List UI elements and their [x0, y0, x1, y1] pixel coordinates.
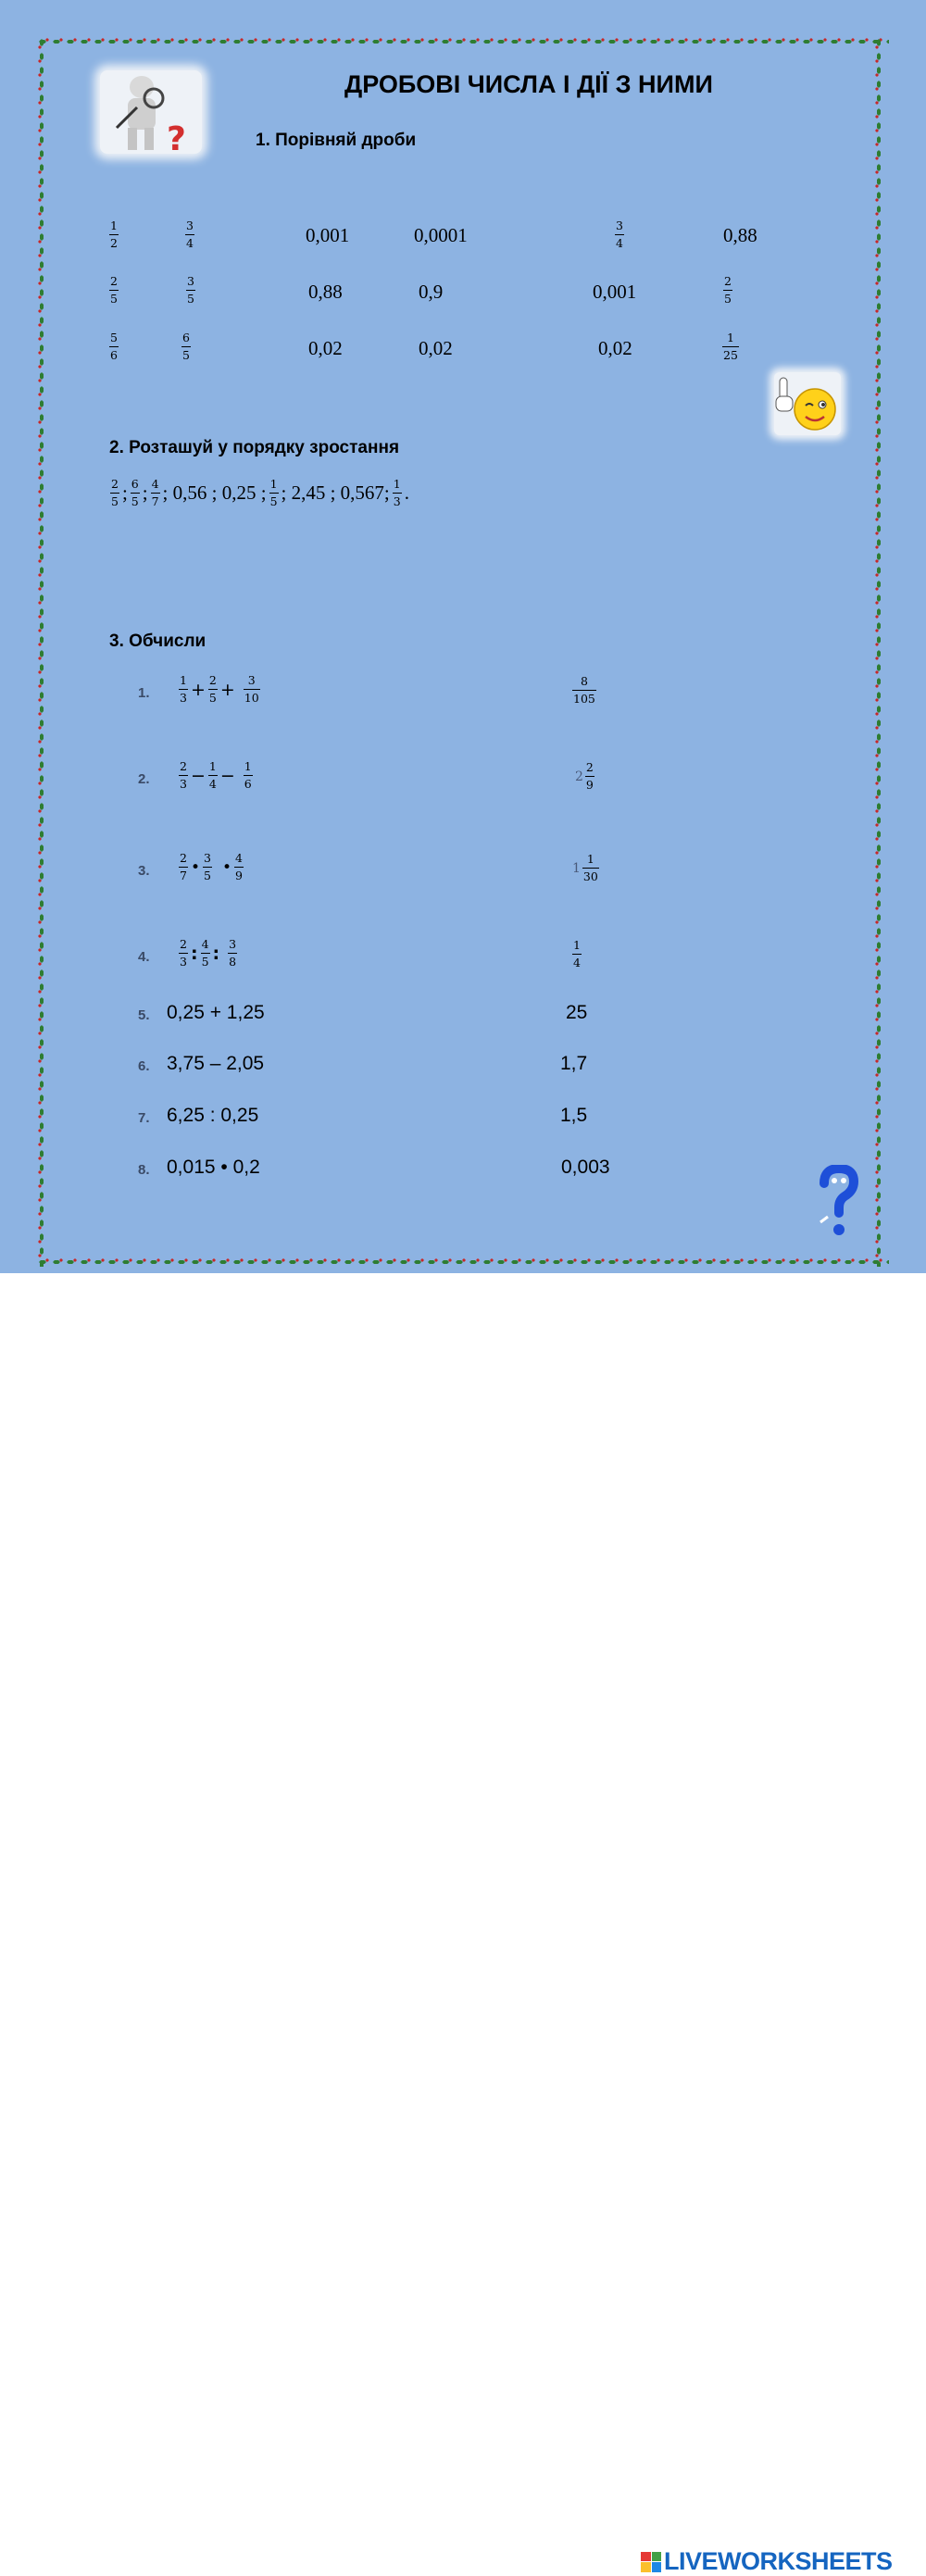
ascending-order-sequence: [109, 478, 411, 508]
compare-fraction: $\frac{6}{5}$: [182, 331, 190, 362]
section3-heading: 3. Обчисли: [109, 631, 206, 651]
page-title: ДРОБОВІ ЧИСЛА І ДІЇ З НИМИ: [344, 70, 713, 98]
liveworksheets-logo[interactable]: [641, 2547, 893, 2576]
exercise-expression: $\frac{1}{3}$ + $\frac{2}{5}$ + $\frac{3}{10}$: [180, 673, 259, 705]
worksheet-page: [0, 0, 926, 1273]
exercise-number: 8.: [138, 1162, 150, 1178]
logo-text: LIVEWORKSHEETS: [664, 2547, 893, 2575]
svg-text:?: ?: [167, 120, 186, 154]
operator: −: [219, 765, 235, 786]
exercise-number: 7.: [138, 1110, 150, 1126]
footer-bar: [0, 1273, 926, 2575]
compare-decimal: 0,9: [419, 281, 444, 303]
compare-fraction: $\frac{2}{5}$: [724, 274, 732, 306]
winking-smiley-pointing-icon: [774, 372, 841, 435]
seq-fraction: $\frac{2}{5}$: [111, 477, 119, 508]
exercise-expression: 3,75 – 2,05: [167, 1053, 265, 1074]
operator: +: [190, 679, 206, 700]
seq-text: ;: [142, 481, 148, 504]
compare-decimal: 0,88: [723, 224, 757, 246]
compare-decimal: 0,88: [308, 281, 343, 303]
answer-fraction: $\frac{1}{4}$: [573, 938, 581, 969]
exercise-expression: $\frac{2}{3}$ − $\frac{1}{4}$ − $\frac{1}{6}$: [180, 759, 252, 791]
operator: +: [219, 679, 235, 700]
seq-text: ; 2,45 ; 0,567;: [281, 481, 390, 504]
compare-fraction: $\frac{2}{5}$: [110, 274, 118, 306]
logo-square-icon: [641, 2552, 661, 2572]
answer-value: 1,5: [560, 1105, 588, 1126]
exercise-number: 5.: [138, 1007, 150, 1023]
exercise-expression: 6,25 : 0,25: [167, 1105, 259, 1126]
compare-fraction: $\frac{1}{2}$: [110, 219, 118, 250]
blue-question-mark-character-icon: [815, 1165, 859, 1237]
exercise-number: 1.: [138, 685, 150, 701]
seq-text: ; 0,56 ; 0,25 ;: [162, 481, 267, 504]
operator: •: [221, 857, 232, 877]
operator: :: [212, 943, 220, 964]
exercise-expression: 0,015 • 0,2: [167, 1157, 260, 1178]
compare-fraction: $\frac{3}{5}$: [187, 274, 194, 306]
answer-fraction: $\frac{8}{105}$: [573, 674, 595, 706]
thinking-figure-question-icon: [100, 70, 202, 154]
compare-decimal: 0,02: [419, 337, 453, 359]
compare-decimal: 0,02: [598, 337, 632, 359]
seq-fraction: $\frac{1}{3}$: [393, 477, 401, 508]
operator: −: [190, 765, 206, 786]
answer-value: 25: [566, 1002, 588, 1023]
exercise-expression: $\frac{2}{3}$ : $\frac{4}{5}$ : $\frac{3}{8}$: [180, 937, 237, 969]
exercise-number: 2.: [138, 771, 150, 787]
answer-mixed-number: 2 $\frac{2}{9}$: [575, 760, 594, 792]
exercise-expression: $\frac{2}{7}$ • $\frac{3}{5}$ • $\frac{4}{9}$: [180, 851, 243, 882]
exercise-number: 3.: [138, 863, 150, 879]
seq-fraction: $\frac{6}{5}$: [131, 477, 139, 508]
seq-text: ;: [121, 481, 128, 504]
exercise-expression: 0,25 + 1,25: [167, 1002, 265, 1023]
exercise-number: 4.: [138, 949, 150, 965]
operator: •: [190, 857, 200, 877]
seq-text: .: [404, 481, 409, 504]
holly-border-top: [37, 35, 889, 48]
compare-decimal: 0,0001: [414, 224, 468, 246]
compare-fraction: $\frac{5}{6}$: [110, 331, 118, 362]
compare-fraction: $\frac{1}{25}$: [723, 331, 738, 362]
compare-fraction: $\frac{3}{4}$: [186, 219, 194, 250]
holly-border-left: [35, 37, 48, 1267]
answer-value: 0,003: [561, 1157, 610, 1178]
operator: :: [190, 943, 198, 964]
seq-fraction: $\frac{4}{7}$: [151, 477, 159, 508]
holly-border-right: [872, 37, 885, 1267]
section1-heading: 1. Порівняй дроби: [256, 131, 417, 150]
answer-mixed-number: 1 $\frac{1}{30}$: [572, 852, 598, 883]
compare-decimal: 0,001: [306, 224, 350, 246]
seq-fraction: $\frac{1}{5}$: [269, 477, 278, 508]
compare-decimal: 0,001: [593, 281, 637, 303]
compare-decimal: 0,02: [308, 337, 343, 359]
section2-heading: 2. Розташуй у порядку зростання: [109, 438, 400, 457]
holly-border-bottom: [37, 1256, 889, 1269]
exercise-number: 6.: [138, 1058, 150, 1074]
compare-fraction: $\frac{3}{4}$: [616, 219, 623, 250]
answer-value: 1,7: [560, 1053, 588, 1074]
